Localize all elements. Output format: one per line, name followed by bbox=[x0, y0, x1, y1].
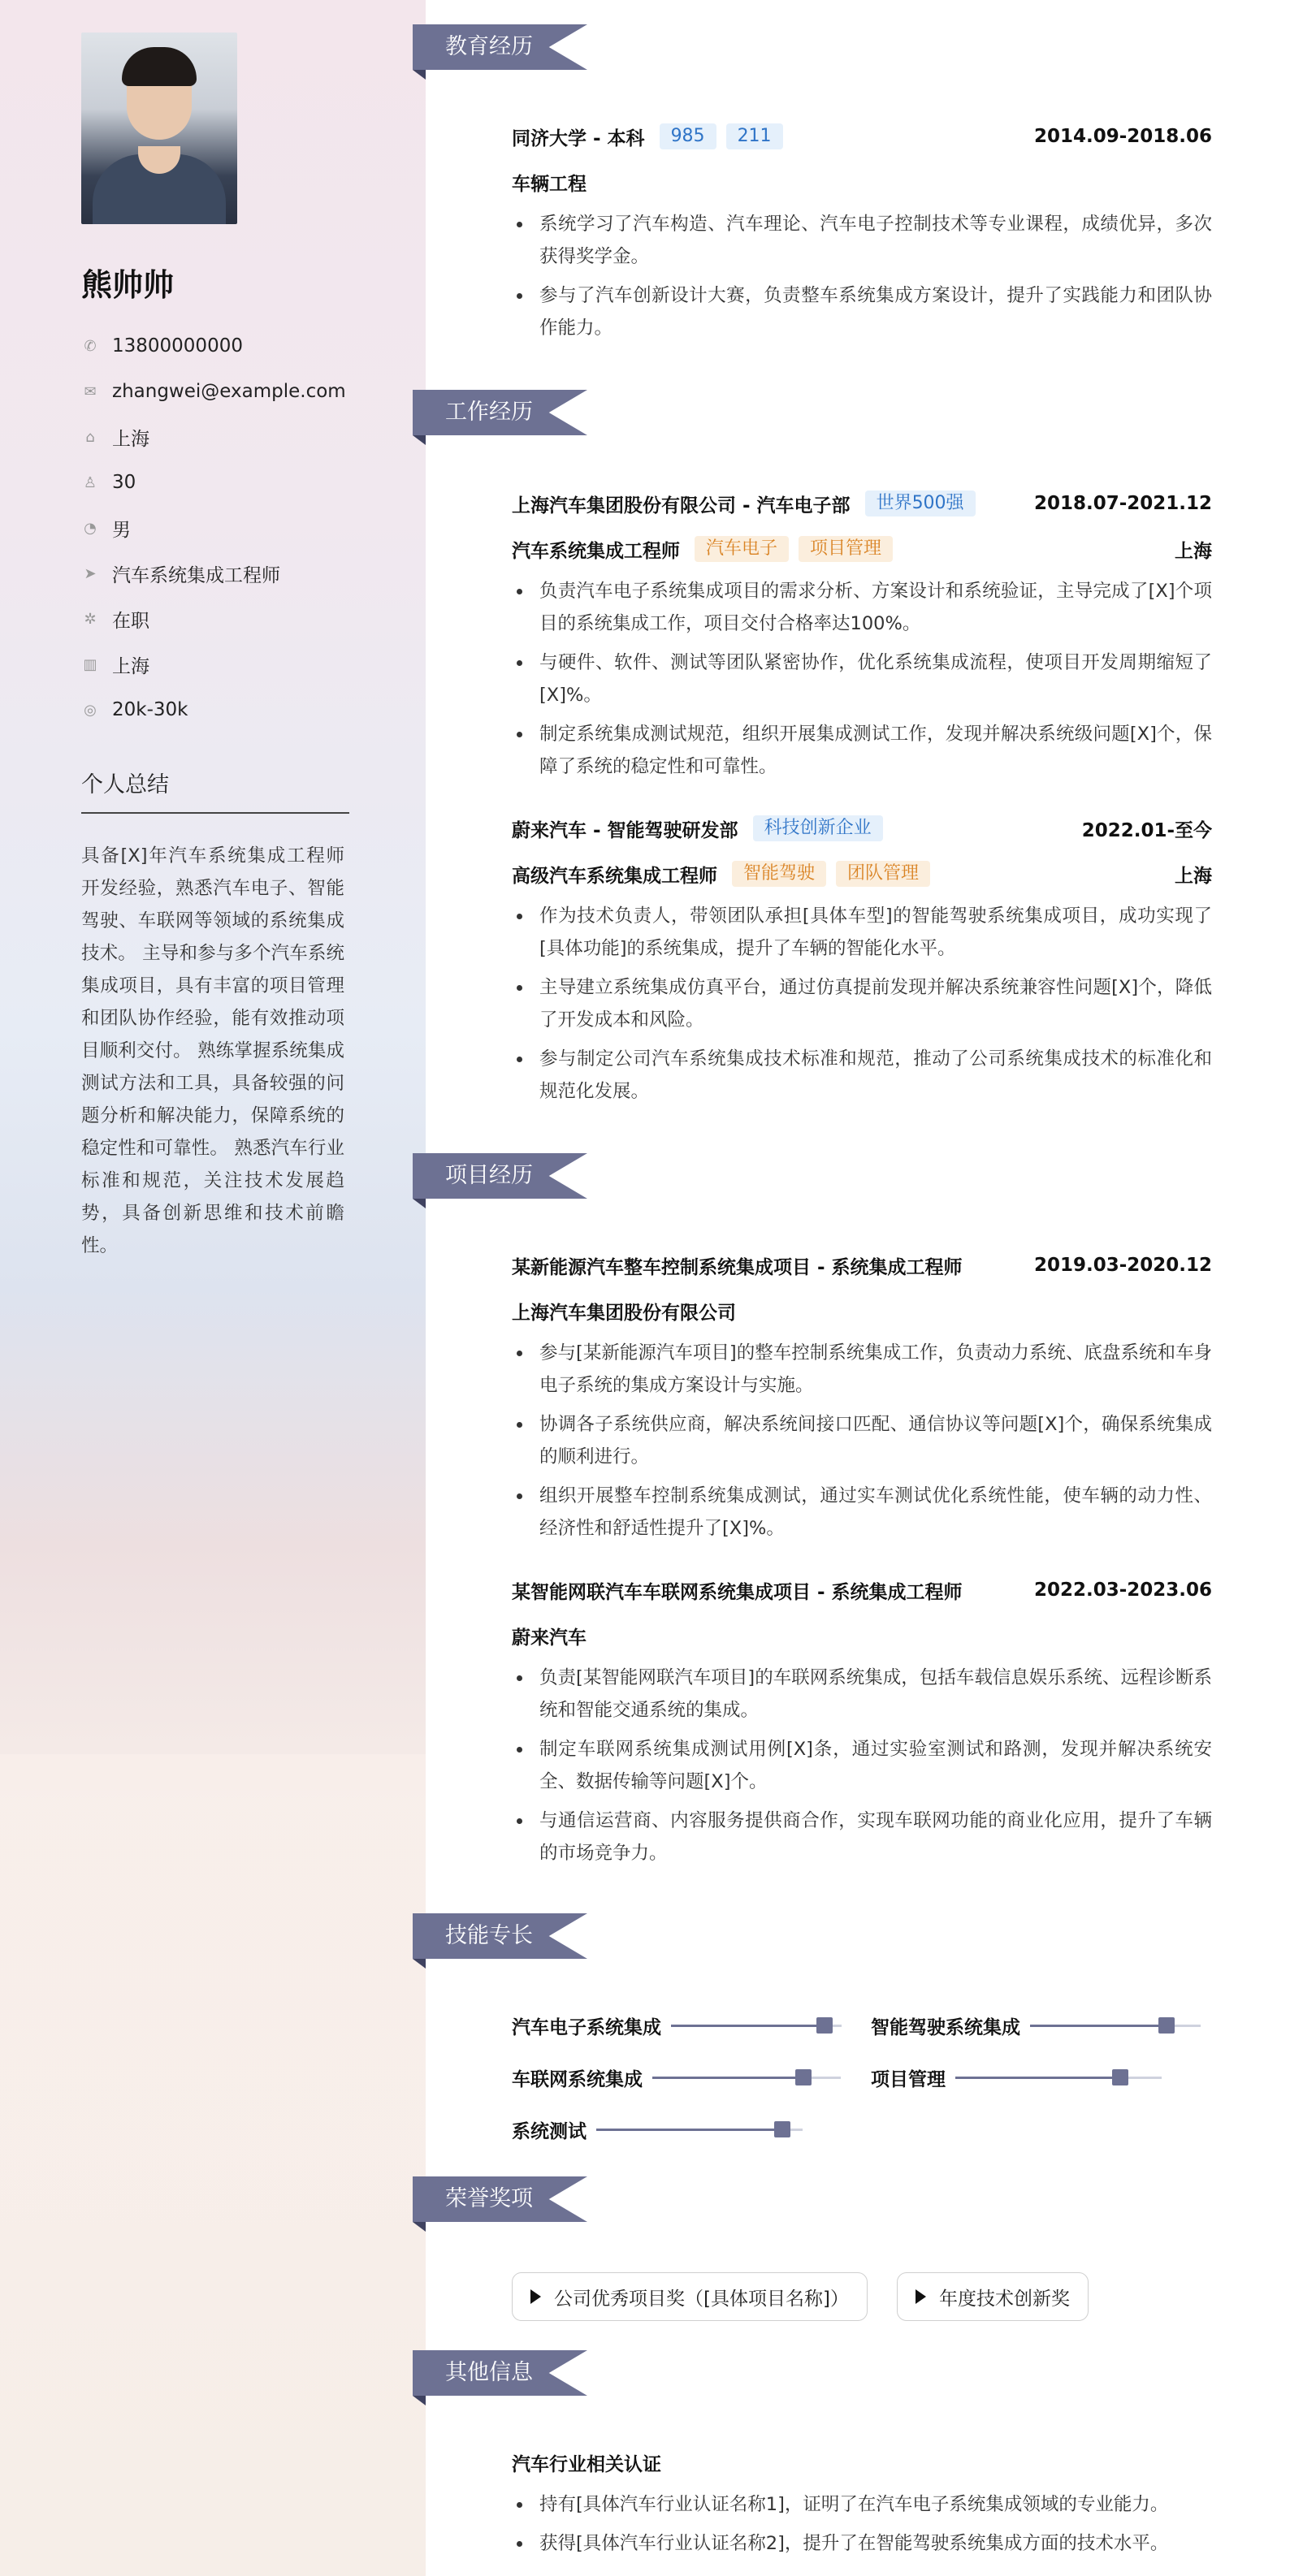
award-item: 公司优秀项目奖（[具体项目名称]） bbox=[512, 2272, 868, 2321]
list-item: 获得[具体汽车行业认证名称2]，提升了在智能驾驶系统集成方面的技术水平。 bbox=[512, 2527, 1212, 2560]
position-title: 高级汽车系统集成工程师 bbox=[512, 865, 717, 887]
summary-text: 具备[X]年汽车系统集成工程师开发经验，熟悉汽车电子、智能驾驶、车联网等领域的系统集成技术。 主导和参与多个汽车系统集成项目，具有丰富的项目管理和团队协作经验，能有效推动项目顺利交付。 熟练掌握系统集成测试方法和工具，具备较强的问题分析和解决能力，保障系统的稳定性和可靠性。 熟悉汽车行业标准和规范，关注技术发展趋势，具备创新思维和技术前瞻性。 bbox=[81, 845, 344, 1256]
project-entry-1 bbox=[512, 1252, 1212, 1551]
home-icon: ⌂ bbox=[85, 428, 95, 446]
work-entry-1 bbox=[512, 491, 1212, 789]
summary-divider bbox=[81, 812, 349, 814]
section-header-skills: 技能专长 bbox=[413, 1913, 587, 1959]
sidebar bbox=[0, 0, 426, 2576]
list-item: 负责汽车电子系统集成项目的需求分析、方案设计和系统验证，主导完成了[X]个项目的系统集成工作，项目交付合格率达100%。 bbox=[512, 575, 1212, 640]
building-icon: ▥ bbox=[83, 655, 97, 673]
work-city: 上海 bbox=[1175, 540, 1212, 562]
info-salary: ◎ 20k-30k bbox=[81, 687, 406, 733]
salary-icon: ◎ bbox=[84, 701, 97, 719]
list-item: 参与[某新能源汽车项目]的整车控制系统集成工作，负责动力系统、底盘系统和车身电子系统的集成方案设计与实施。 bbox=[512, 1337, 1212, 1402]
gender-icon: ◔ bbox=[84, 519, 97, 537]
skill-level-bar bbox=[1030, 2025, 1201, 2027]
skill-item: 智能驾驶系统集成 bbox=[871, 2012, 1201, 2039]
info-email: ✉ zhangwei@example.com bbox=[81, 369, 406, 414]
work-city: 上海 bbox=[1175, 865, 1212, 887]
project-org: 上海汽车集团股份有限公司 bbox=[512, 1302, 736, 1324]
list-item: 与硬件、软件、测试等团队紧密协作，优化系统集成流程，使项目开发周期缩短了[X]%。 bbox=[512, 646, 1212, 711]
mail-icon: ✉ bbox=[84, 383, 97, 400]
school-name: 同济大学 - 本科 bbox=[512, 128, 645, 149]
list-item: 参与制定公司汽车系统集成技术标准和规范，推动了公司系统集成技术的标准化和规范化发展。 bbox=[512, 1043, 1212, 1108]
list-item: 制定系统集成测试规范，组织开展集成测试工作，发现并解决系统级问题[X]个，保障了系统的稳定性和可靠性。 bbox=[512, 718, 1212, 783]
list-item: 与通信运营商、内容服务提供商合作，实现车联网功能的商业化应用，提升了车辆的市场竞争力。 bbox=[512, 1804, 1212, 1869]
avatar bbox=[81, 32, 237, 224]
list-item: 组织开展整车控制系统集成测试，通过实车测试优化系统性能，使车辆的动力性、经济性和舒适性提升了[X]%。 bbox=[512, 1480, 1212, 1545]
info-status: ✲ 在职 bbox=[81, 596, 406, 642]
age-icon: ♙ bbox=[83, 473, 97, 491]
work-entry-2 bbox=[512, 815, 1212, 1114]
skill-tag: 智能驾驶 bbox=[732, 861, 826, 887]
info-target-city: ▥ 上海 bbox=[81, 642, 406, 687]
skill-item: 车联网系统集成 bbox=[512, 2064, 841, 2091]
play-icon bbox=[916, 2289, 926, 2304]
summary-title: 个人总结 bbox=[81, 772, 169, 797]
project-date: 2019.03-2020.12 bbox=[1033, 1255, 1212, 1276]
skill-item: 汽车电子系统集成 bbox=[512, 2012, 842, 2039]
position-title: 汽车系统集成工程师 bbox=[512, 540, 680, 562]
list-item: 持有[具体汽车行业认证名称1]，证明了在汽车电子系统集成领域的专业能力。 bbox=[512, 2488, 1212, 2521]
info-position: ➤ 汽车系统集成工程师 bbox=[81, 551, 406, 596]
company-name: 上海汽车集团股份有限公司 - 汽车电子部 bbox=[512, 495, 851, 516]
play-icon bbox=[530, 2289, 541, 2304]
list-item: 作为技术负责人，带领团队承担[具体车型]的智能驾驶系统集成项目，成功实现了[具体功能]的系统集成，提升了车辆的智能化水平。 bbox=[512, 900, 1212, 965]
section-header-education: 教育经历 bbox=[413, 24, 587, 70]
send-icon: ➤ bbox=[84, 564, 97, 582]
skill-level-bar bbox=[955, 2077, 1162, 2079]
contact-info-list bbox=[81, 323, 406, 733]
main-content bbox=[413, 0, 1290, 2576]
skill-item: 系统测试 bbox=[512, 2116, 803, 2143]
tag-211: 211 bbox=[726, 123, 783, 149]
tag-985: 985 bbox=[660, 123, 716, 149]
list-item: 主导建立系统集成仿真平台，通过仿真提前发现并解决系统兼容性问题[X]个，降低了开发成本和风险。 bbox=[512, 971, 1212, 1036]
work-date: 2018.07-2021.12 bbox=[1033, 493, 1212, 514]
education-entry bbox=[512, 123, 1212, 351]
skill-tag: 汽车电子 bbox=[695, 536, 789, 562]
project-title: 某新能源汽车整车控制系统集成项目 - 系统集成工程师 bbox=[512, 1256, 963, 1278]
skill-item: 项目管理 bbox=[871, 2064, 1162, 2091]
list-item: 系统学习了汽车构造、汽车理论、汽车电子控制技术等专业课程，成绩优异，多次获得奖学金。 bbox=[512, 208, 1212, 273]
skill-tag: 项目管理 bbox=[799, 536, 893, 562]
major: 车辆工程 bbox=[512, 173, 587, 195]
company-tag: 科技创新企业 bbox=[753, 815, 883, 841]
list-item: 负责[某智能网联汽车项目]的车联网系统集成，包括车载信息娱乐系统、远程诊断系统和智能交通系统的集成。 bbox=[512, 1662, 1212, 1727]
skill-level-bar bbox=[596, 2129, 803, 2131]
info-gender: ◔ 男 bbox=[81, 505, 406, 551]
project-title: 某智能网联汽车车联网系统集成项目 - 系统集成工程师 bbox=[512, 1581, 963, 1603]
status-icon: ✲ bbox=[84, 610, 97, 628]
info-location: ⌂ 上海 bbox=[81, 414, 406, 460]
other-entry bbox=[512, 2449, 1212, 2566]
skill-tag: 团队管理 bbox=[836, 861, 930, 887]
section-header-awards: 荣誉奖项 bbox=[413, 2176, 587, 2222]
list-item: 协调各子系统供应商，解决系统间接口匹配、通信协议等问题[X]个，确保系统集成的顺利进行。 bbox=[512, 1408, 1212, 1473]
phone-icon: ✆ bbox=[84, 337, 97, 355]
award-item: 年度技术创新奖 bbox=[897, 2272, 1089, 2321]
section-header-other: 其他信息 bbox=[413, 2350, 587, 2396]
skill-level-bar bbox=[652, 2077, 841, 2079]
section-header-work: 工作经历 bbox=[413, 390, 587, 435]
skill-level-bar bbox=[671, 2025, 842, 2027]
company-name: 蔚来汽车 - 智能驾驶研发部 bbox=[512, 819, 738, 841]
info-phone: ✆ 13800000000 bbox=[81, 323, 406, 369]
list-item: 参与了汽车创新设计大赛，负责整车系统集成方案设计，提升了实践能力和团队协作能力。 bbox=[512, 279, 1212, 344]
project-org: 蔚来汽车 bbox=[512, 1627, 587, 1649]
other-title: 汽车行业相关认证 bbox=[512, 2453, 661, 2475]
list-item: 制定车联网系统集成测试用例[X]条，通过实验室测试和路测，发现并解决系统安全、数据传输等问题[X]个。 bbox=[512, 1733, 1212, 1798]
education-date: 2014.09-2018.06 bbox=[1033, 126, 1212, 147]
project-entry-2 bbox=[512, 1577, 1212, 1876]
work-date: 2022.01-至今 bbox=[1081, 819, 1212, 841]
project-date: 2022.03-2023.06 bbox=[1033, 1580, 1212, 1601]
profile-name: 熊帅帅 bbox=[81, 267, 175, 303]
section-header-project: 项目经历 bbox=[413, 1153, 587, 1199]
company-tag: 世界500强 bbox=[865, 491, 976, 516]
info-age: ♙ 30 bbox=[81, 460, 406, 505]
